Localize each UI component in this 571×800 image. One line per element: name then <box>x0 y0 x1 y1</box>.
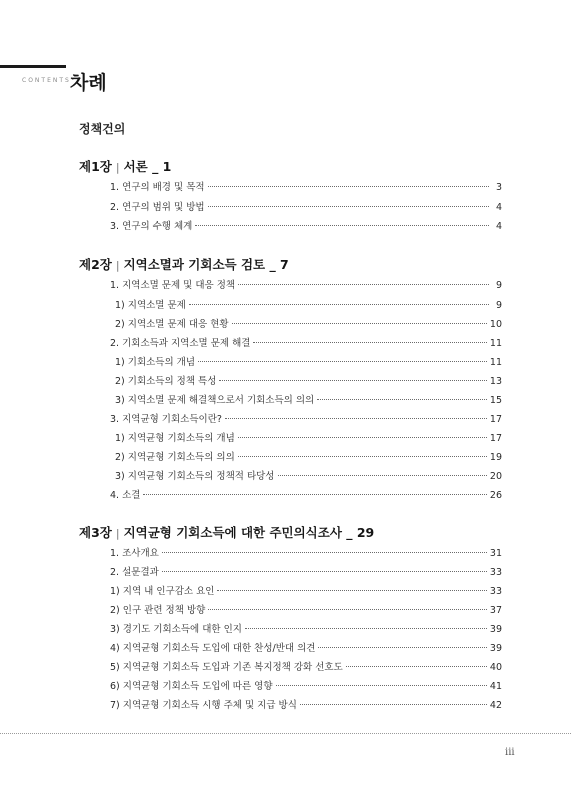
toc-entry[interactable]: 2) 지역소멸 문제 대응 현황 10 <box>115 319 502 330</box>
toc-entry[interactable]: 3. 연구의 수행 체계 4 <box>110 221 502 232</box>
toc-entry[interactable]: 4) 지역균형 기회소득 도입에 대한 찬성/반대 의견 39 <box>110 643 502 654</box>
toc-entry[interactable]: 4. 소결 26 <box>110 490 502 501</box>
chapter-heading-2[interactable] <box>79 255 289 273</box>
toc-entry[interactable]: 2) 지역균형 기회소득의 의의 19 <box>115 452 502 463</box>
dot-leader <box>238 436 487 438</box>
toc-entry[interactable]: 3) 지역균형 기회소득의 정책적 타당성 20 <box>115 471 502 482</box>
dot-leader <box>198 360 487 362</box>
dot-leader <box>232 322 487 324</box>
dot-leader <box>162 551 487 553</box>
toc-entry[interactable]: 3. 지역균형 기회소득이란? 17 <box>110 414 502 425</box>
toc-entry[interactable]: 5) 지역균형 기회소득 도입과 기존 복지정책 강화 선호도 40 <box>110 662 502 673</box>
footer-rule <box>0 733 571 734</box>
dot-leader <box>189 303 489 305</box>
page-title: 차례 <box>70 72 107 94</box>
preface-link[interactable]: 정책건의 <box>79 122 126 136</box>
chapter-number: 제2장 <box>79 257 112 272</box>
chapter-number: 제3장 <box>79 525 112 540</box>
toc-entry[interactable]: 2. 기회소득과 지역소멸 문제 해결 11 <box>110 338 502 349</box>
dot-leader <box>317 398 487 400</box>
toc-entry[interactable]: 1. 지역소멸 문제 및 대응 정책 9 <box>110 280 502 291</box>
dot-leader <box>195 224 489 226</box>
dot-leader <box>225 417 487 419</box>
dot-leader <box>346 665 487 667</box>
toc-entry[interactable]: 1) 기회소득의 개념 11 <box>115 357 502 368</box>
toc-entry[interactable]: 6) 지역균형 기회소득 도입에 따른 영향 41 <box>110 681 502 692</box>
chapter-number: 제1장 <box>79 159 112 174</box>
dot-leader <box>208 608 487 610</box>
dot-leader <box>245 627 487 629</box>
toc-entry[interactable]: 3) 경기도 기회소득에 대한 인지 39 <box>110 624 502 635</box>
chapter-heading-1[interactable] <box>79 157 171 175</box>
toc-entry[interactable]: 1) 지역 내 인구감소 요인 33 <box>110 586 502 597</box>
dot-leader <box>217 589 486 591</box>
dot-leader <box>238 455 487 457</box>
header-rule <box>0 65 66 68</box>
page-number: iii <box>505 747 515 758</box>
chapter-separator: | <box>115 161 120 174</box>
chapter-separator: | <box>115 259 120 272</box>
toc-entry[interactable]: 2) 기회소득의 정책 특성 13 <box>115 376 502 387</box>
dot-leader <box>318 646 486 648</box>
chapter-title: 지역소멸과 기회소득 검토 _ 7 <box>123 257 289 272</box>
toc-entry[interactable]: 2. 설문결과 33 <box>110 567 502 578</box>
dot-leader <box>278 474 487 476</box>
contents-label: CONTENTS <box>22 77 71 84</box>
chapter-heading-3[interactable] <box>79 523 374 541</box>
toc-entry[interactable]: 3) 지역소멸 문제 해결책으로서 기회소득의 의의 15 <box>115 395 502 406</box>
dot-leader <box>208 205 489 207</box>
chapter-separator: | <box>115 527 120 540</box>
toc-entry[interactable]: 2. 연구의 범위 및 방법 4 <box>110 202 502 213</box>
dot-leader <box>208 185 489 187</box>
chapter-title: 지역균형 기회소득에 대한 주민의식조사 _ 29 <box>123 525 375 540</box>
toc-entry[interactable]: 1. 조사개요 31 <box>110 548 502 559</box>
dot-leader <box>253 341 486 343</box>
dot-leader <box>276 684 487 686</box>
dot-leader <box>300 703 487 705</box>
toc-entry[interactable]: 7) 지역균형 기회소득 시행 주체 및 지급 방식 42 <box>110 700 502 711</box>
toc-entry[interactable]: 1. 연구의 배경 및 목적 3 <box>110 182 502 193</box>
chapter-title: 서론 _ 1 <box>123 159 172 174</box>
dot-leader <box>219 379 487 381</box>
toc-entry[interactable]: 2) 인구 관련 정책 방향 37 <box>110 605 502 616</box>
toc-entry[interactable]: 1) 지역소멸 문제 9 <box>115 300 502 311</box>
dot-leader <box>162 570 487 572</box>
dot-leader <box>143 493 486 495</box>
dot-leader <box>238 283 489 285</box>
toc-entry[interactable]: 1) 지역균형 기회소득의 개념 17 <box>115 433 502 444</box>
